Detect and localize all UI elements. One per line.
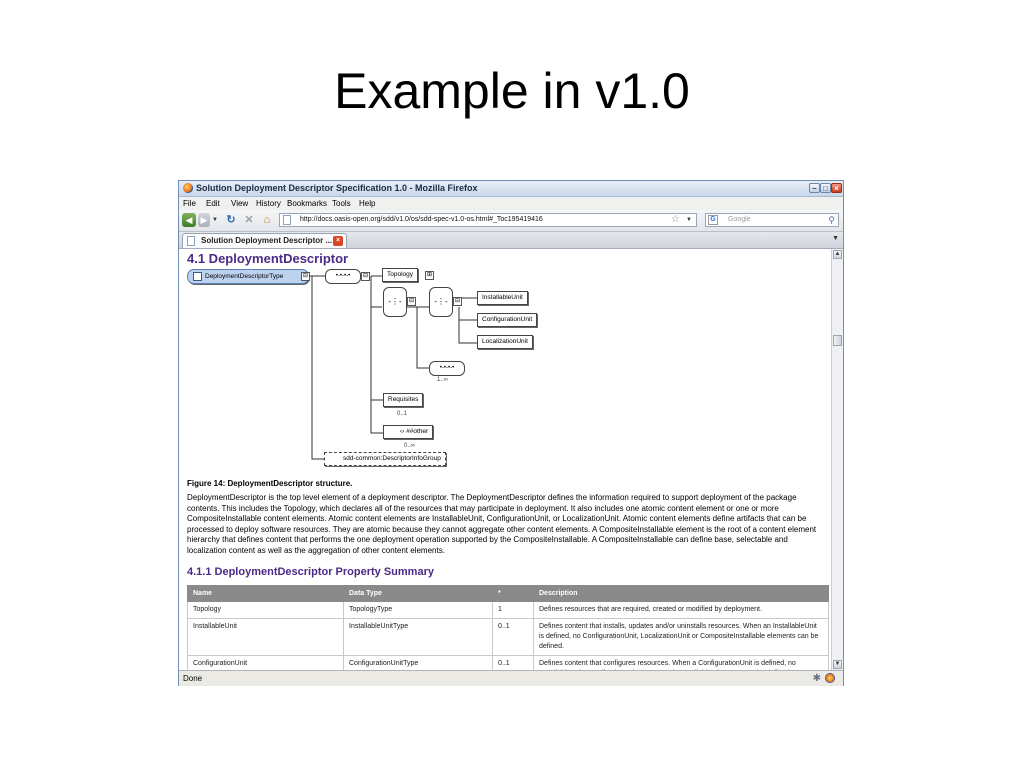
menu-bookmarks[interactable]: Bookmarks <box>287 199 328 208</box>
collapse-icon[interactable]: ⊟ <box>408 298 415 304</box>
google-icon[interactable]: G <box>708 215 718 225</box>
scroll-thumb[interactable] <box>833 335 842 346</box>
property-summary-heading: 4.1.1 DeploymentDescriptor Property Summary <box>187 566 434 578</box>
description-paragraph: DeploymentDescriptor is the top level element of a deployment descriptor. The DeploymentDescriptor defines the information required to support deployment of the package contents. This includes the Topology, which declares all of the resources that may participate in deployment. It also includes one atomic content element or one or more CompositeInstallable content elements. Atomic content elements are InstallableUnit, ConfigurationUnit, or LocalizationUnit. Atomic content elements define artifacts that can be processed to deploy software resources. They are atomic because they cannot aggregate other content elements. A CompositeInstallable element is the root of a content element hierarchy that defines content that performs the one deployment operation supported by the CompositeInstallable. A CompositeInstallable can define base, selectable and localization content as well as the aggregation of other content elements. <box>187 493 817 555</box>
sequence-compositor-icon[interactable]: •-•-•-• <box>325 269 361 284</box>
page-icon <box>187 236 195 246</box>
window-titlebar[interactable] <box>179 181 843 197</box>
cell-name: Topology <box>188 602 344 619</box>
cell-cardinality: 0..1 <box>493 656 534 683</box>
other-namespace-label: ##other <box>406 428 429 435</box>
firefox-status-icon[interactable] <box>825 673 835 683</box>
cell-cardinality: 1 <box>493 602 534 619</box>
back-icon[interactable]: ◀ <box>182 213 196 227</box>
cell-name: ConfigurationUnit <box>188 656 344 683</box>
menu-history[interactable]: History <box>256 199 281 208</box>
addon-status-icon[interactable]: ✱ <box>812 673 821 684</box>
any-element-icon: ‹› <box>400 428 405 435</box>
table-row <box>188 602 829 619</box>
minimize-button[interactable]: – <box>809 183 820 193</box>
figure-caption: Figure 14: DeploymentDescriptor structure. <box>187 479 353 488</box>
browser-window <box>178 180 844 686</box>
schema-diagram <box>179 263 533 475</box>
requisites-element[interactable]: Requisites <box>383 393 423 407</box>
cell-description: Defines content that installs, updates and/or uninstalls resources. When an InstallableUnit is defined, no ConfigurationUnit, LocalizationUnit or CompositeInstallable elements can be defined. <box>534 619 829 656</box>
composite-cardinality: 1..∞ <box>437 377 448 383</box>
page-content <box>179 249 831 670</box>
menu-tools[interactable]: Tools <box>332 199 351 208</box>
cell-cardinality: 0..1 <box>493 619 534 656</box>
history-dropdown-icon[interactable]: ▼ <box>212 217 218 223</box>
col-description-header: Description <box>534 586 829 602</box>
url-bar[interactable] <box>279 213 697 227</box>
collapse-icon[interactable]: ⊟ <box>302 273 309 279</box>
menu-edit[interactable]: Edit <box>206 199 220 208</box>
tab-bar <box>179 232 843 249</box>
choice-compositor-icon[interactable]: -⋮- <box>429 287 453 317</box>
col-name-header: Name <box>188 586 344 602</box>
collapse-icon[interactable]: ⊟ <box>362 273 369 279</box>
menu-file[interactable]: File <box>183 199 196 208</box>
stop-icon[interactable]: ✕ <box>244 214 254 226</box>
bookmark-star-icon[interactable]: ☆ <box>671 214 680 225</box>
col-cardinality-header: * <box>493 586 534 602</box>
section-heading: 4.1 DeploymentDescriptor <box>187 251 349 266</box>
search-icon[interactable]: ⚲ <box>828 215 835 225</box>
status-text: Done <box>183 674 203 683</box>
installable-unit-element[interactable]: InstallableUnit <box>477 291 528 305</box>
page-icon <box>283 215 291 225</box>
table-row <box>188 619 829 656</box>
forward-icon[interactable]: ▶ <box>198 213 210 227</box>
close-button[interactable]: × <box>831 183 842 193</box>
cell-description: Defines resources that are required, created or modified by deployment. <box>534 602 829 619</box>
cell-name: InstallableUnit <box>188 619 344 656</box>
cell-datatype: InstallableUnitType <box>344 619 493 656</box>
reload-icon[interactable]: ↻ <box>226 214 236 226</box>
col-datatype-header: Data Type <box>344 586 493 602</box>
search-bar[interactable] <box>705 213 839 227</box>
collapse-icon[interactable]: ⊟ <box>454 298 461 304</box>
other-cardinality: 0..∞ <box>404 443 415 449</box>
expand-icon[interactable]: ⊞ <box>426 272 433 278</box>
window-title: Solution Deployment Descriptor Specification 1.0 - Mozilla Firefox <box>196 183 478 193</box>
descriptor-info-group-element[interactable]: sdd-common:DescriptorInfoGroup <box>324 452 446 466</box>
cell-datatype: TopologyType <box>344 602 493 619</box>
url-dropdown-icon[interactable]: ▼ <box>686 217 692 223</box>
cell-datatype: ConfigurationUnitType <box>344 656 493 683</box>
scroll-up-icon[interactable]: ▲ <box>834 251 841 257</box>
topology-element[interactable]: Topology <box>382 268 418 282</box>
menu-bar <box>179 197 843 210</box>
any-other-element[interactable] <box>383 425 433 439</box>
search-placeholder: Google <box>728 216 751 223</box>
table-header-row <box>188 586 829 602</box>
tab-list-icon[interactable]: ▼ <box>832 235 839 242</box>
vertical-scrollbar[interactable] <box>831 249 843 670</box>
home-icon[interactable]: ⌂ <box>263 214 271 226</box>
requisites-cardinality: 0..1 <box>397 411 408 417</box>
menu-help[interactable]: Help <box>359 199 376 208</box>
maximize-button[interactable]: □ <box>820 183 831 193</box>
sequence-compositor-icon[interactable]: •-•-•-• <box>429 361 465 376</box>
tab-label: Solution Deployment Descriptor ... <box>201 236 333 245</box>
tab-sdd-spec[interactable] <box>182 233 347 248</box>
close-tab-icon[interactable]: × <box>333 236 343 246</box>
navigation-toolbar <box>179 210 843 232</box>
configuration-unit-element[interactable]: ConfigurationUnit <box>477 313 537 327</box>
cell-description: Defines content that configures resources. When a ConfigurationUnit is defined, no <box>534 656 829 683</box>
slide-title: Example in v1.0 <box>334 63 690 119</box>
url-text[interactable]: http://docs.oasis-open.org/sdd/v1.0/os/sdd-spec-v1.0-os.html#_Toc195419416 <box>300 216 543 223</box>
menu-view[interactable]: View <box>231 199 249 208</box>
localization-unit-element[interactable]: LocalizationUnit <box>477 335 533 349</box>
scroll-down-icon[interactable]: ▼ <box>834 661 841 667</box>
choice-compositor-icon[interactable]: -⋮- <box>383 287 407 317</box>
property-summary-table <box>187 585 829 683</box>
firefox-icon <box>183 183 193 193</box>
root-element[interactable]: DeploymentDescriptorType <box>187 269 309 284</box>
status-bar <box>179 670 843 686</box>
